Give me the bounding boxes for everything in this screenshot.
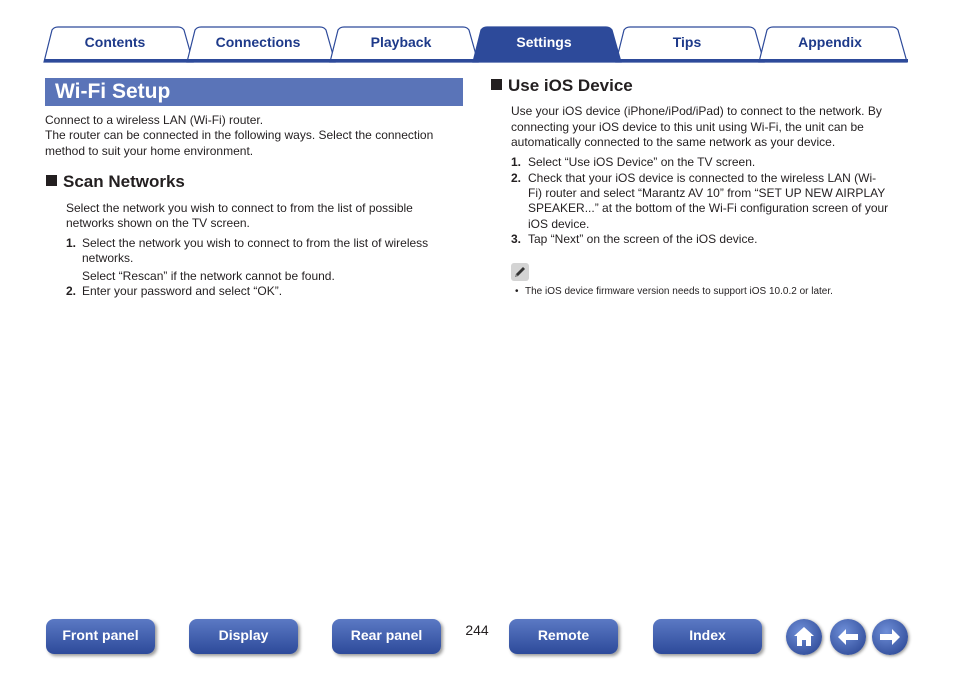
- intro-line-2: The router can be connected in the following ways. Select the connection: [45, 128, 434, 142]
- ios-desc-1: Use your iOS device (iPhone/iPod/iPad) to connect to the network. By: [511, 104, 882, 118]
- scan-step-2: Enter your password and select “OK”.: [82, 284, 283, 298]
- home-icon: [786, 619, 822, 655]
- scan-networks-heading-text: Scan Networks: [63, 172, 185, 191]
- arrow-left-icon: [830, 619, 866, 655]
- back-button[interactable]: [830, 619, 866, 655]
- scan-step-1-line-1: Select the network you wish to connect to from the list of wireless: [82, 236, 429, 250]
- page-title: Wi-Fi Setup: [45, 78, 463, 106]
- ios-step-2-line-1: Check that your iOS device is connected to the wireless LAN (Wi-: [528, 171, 877, 185]
- tab-playback[interactable]: Playback: [370, 34, 432, 50]
- scan-networks-heading: [46, 172, 185, 192]
- forward-button[interactable]: [872, 619, 908, 655]
- home-button[interactable]: [786, 619, 822, 655]
- scan-step-1-line-2: networks.: [82, 251, 134, 265]
- remote-button[interactable]: Remote: [509, 619, 618, 654]
- ios-step-2-line-2: Fi) router and select “Marantz AV 10” from “SET UP NEW AIRPLAY: [528, 186, 886, 200]
- scan-step-1-number: 1.: [66, 236, 77, 250]
- ios-desc-2: connecting your iOS device to this unit using Wi-Fi, the unit can be: [511, 120, 864, 134]
- tab-connections[interactable]: Connections: [215, 34, 301, 50]
- heading-square-icon: [46, 175, 57, 186]
- intro-line-3: method to suit your home environment.: [45, 144, 254, 158]
- ios-firmware-note: The iOS device firmware version needs to support iOS 10.0.2 or later.: [525, 286, 833, 297]
- ios-step-1: Select “Use iOS Device” on the TV screen.: [528, 155, 756, 169]
- tab-settings[interactable]: Settings: [516, 34, 572, 50]
- heading-square-icon: [491, 79, 502, 90]
- ios-step-2-number: 2.: [511, 171, 522, 185]
- pencil-note-icon-shape: [511, 263, 529, 281]
- intro-line-1: Connect to a wireless LAN (Wi-Fi) router.: [45, 113, 264, 127]
- ios-desc-3: automatically connected to the same network as your device.: [511, 135, 836, 149]
- index-button[interactable]: Index: [653, 619, 762, 654]
- arrow-right-icon: [872, 619, 908, 655]
- use-ios-heading: [491, 76, 633, 96]
- scan-desc-1: Select the network you wish to connect to from the list of possible: [66, 201, 413, 215]
- ios-step-1-number: 1.: [511, 155, 522, 169]
- tab-bar-shapes: [0, 0, 954, 64]
- display-button[interactable]: Display: [189, 619, 298, 654]
- ios-step-3: Tap “Next” on the screen of the iOS device.: [528, 232, 758, 246]
- page-number: 244: [465, 622, 489, 638]
- scan-step-2-number: 2.: [66, 284, 77, 298]
- scan-desc-2: networks shown on the TV screen.: [66, 216, 250, 230]
- use-ios-heading-text: Use iOS Device: [508, 76, 633, 95]
- rear-panel-button[interactable]: Rear panel: [332, 619, 441, 654]
- ios-step-2-line-4: iOS device.: [528, 217, 590, 231]
- tab-bar: [0, 0, 954, 64]
- tab-appendix[interactable]: Appendix: [798, 34, 862, 50]
- ios-step-3-number: 3.: [511, 232, 522, 246]
- tab-tips[interactable]: Tips: [672, 34, 702, 50]
- front-panel-button[interactable]: Front panel: [46, 619, 155, 654]
- note-bullet: •: [515, 286, 519, 297]
- tab-contents[interactable]: Contents: [84, 34, 146, 50]
- scan-step-1-note: Select “Rescan” if the network cannot be found.: [82, 269, 335, 283]
- ios-step-2-line-3: SPEAKER...” at the bottom of the Wi-Fi configuration screen of your: [528, 201, 889, 215]
- pencil-note-icon: [511, 263, 529, 281]
